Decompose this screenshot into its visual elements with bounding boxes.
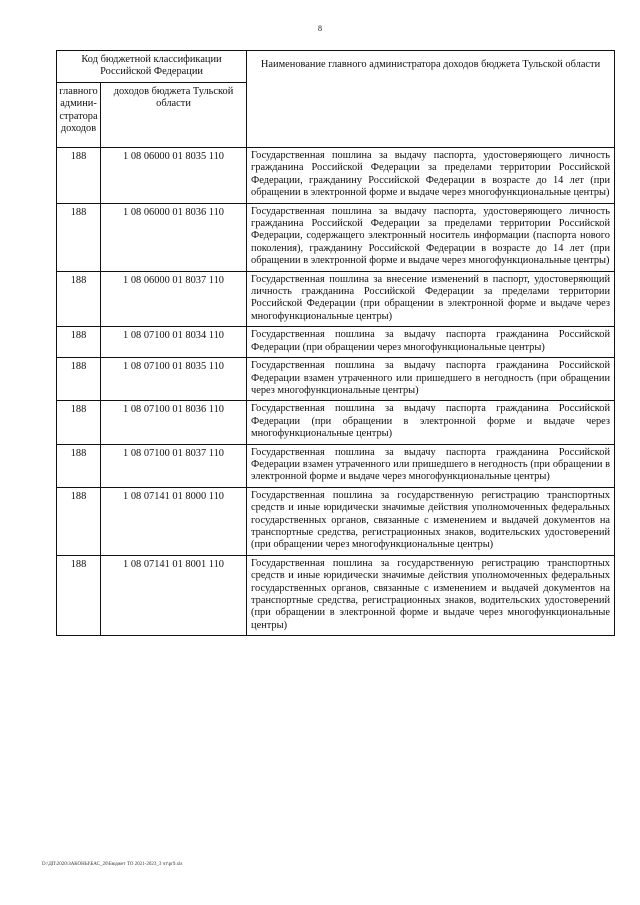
budget-code-cell: 1 08 07141 01 8001 110 [101,555,247,635]
table-row [57,401,615,444]
page-number: 8 [318,24,322,33]
description-cell: Государственная пошлина за государственную регистрацию транспортных средств и иные юридически значимые действия уполномоченных федеральных государственных органов, связанные с изменением и выдачей документов на транспортные средства, регистрационных знаков, водительских удостоверений (при обращении через многофункциональные центры) [247,487,615,555]
header-admin-name: Наименование главного администратора доходов бюджета Тульской области [247,51,615,148]
header-col-admin: главного админи-стратора доходов [57,83,101,148]
description-cell: Государственная пошлина за государственную регистрацию транспортных средств и иные юридически значимые действия уполномоченных федеральных государственных органов, связанные с изменением и выдачей документов на транспортные средства, регистрационных знаков, водительских удостоверений (при обращении в электронной форме и выдаче через многофункциональные центры) [247,555,615,635]
admin-code-cell: 188 [57,358,101,401]
table-row [57,358,615,401]
budget-code-cell: 1 08 07100 01 8036 110 [101,401,247,444]
header-col-revenue: доходов бюджета Тульской области [101,83,247,148]
budget-code-cell: 1 08 07100 01 8037 110 [101,444,247,487]
table-row [57,148,615,204]
table-row [57,555,615,635]
admin-code-cell: 188 [57,401,101,444]
header-kbk-group: Код бюджетной классификации Российской Федерации [57,51,247,83]
description-cell: Государственная пошлина за внесение изменений в паспорт, удостоверяющий личность гражданина Российской Федерации за пределами территории Российской Федерации (при обращении в электронной форме и выдаче через многофункциональные центры) [247,271,615,327]
admin-code-cell: 188 [57,271,101,327]
budget-code-cell: 1 08 07100 01 8035 110 [101,358,247,401]
budget-code-cell: 1 08 06000 01 8036 110 [101,203,247,271]
table-row [57,444,615,487]
description-cell: Государственная пошлина за выдачу паспорта гражданина Российской Федерации взамен утраченного или пришедшего в негодность (при обращении в электронной форме и выдаче через многофункциональные центры) [247,444,615,487]
table-row [57,487,615,555]
admin-code-cell: 188 [57,148,101,204]
description-cell: Государственная пошлина за выдачу паспорта гражданина Российской Федерации взамен утраченного или пришедшего в негодность (при обращении через многофункциональные центры) [247,358,615,401]
admin-code-cell: 188 [57,444,101,487]
admin-code-cell: 188 [57,487,101,555]
budget-code-cell: 1 08 07100 01 8034 110 [101,327,247,358]
footer-file-path: D:\ДП\2020\ЗАКОНЫ\БАС_20\Бюджет ТО 2021-2023_3 чт\pr9.xls [42,862,183,867]
admin-code-cell: 188 [57,555,101,635]
table-row [57,327,615,358]
description-cell: Государственная пошлина за выдачу паспорта гражданина Российской Федерации (при обращении через многофункциональные центры) [247,327,615,358]
description-cell: Государственная пошлина за выдачу паспорта, удостоверяющего личность гражданина Российской Федерации за пределами территории Российской Федерации, гражданину Российской Федерации в возрасте до 14 лет (при обращении в электронной форме и выдаче через многофункциональные центры) [247,148,615,204]
budget-code-cell: 1 08 07141 01 8000 110 [101,487,247,555]
description-cell: Государственная пошлина за выдачу паспорта гражданина Российской Федерации (при обращении в электронной форме и выдаче через многофункциональные центры) [247,401,615,444]
admin-code-cell: 188 [57,327,101,358]
revenue-administrators-table [56,50,615,636]
description-cell: Государственная пошлина за выдачу паспорта, удостоверяющего личность гражданина Российской Федерации за пределами территории Российской Федерации, содержащего электронный носитель информации (паспорта нового поколения), гражданину Российской Федерации в возрасте до 14 лет (при обращении в электронной форме и выдаче через многофункциональные центры) [247,203,615,271]
budget-code-cell: 1 08 06000 01 8035 110 [101,148,247,204]
budget-code-cell: 1 08 06000 01 8037 110 [101,271,247,327]
admin-code-cell: 188 [57,203,101,271]
table-body [57,148,615,636]
table-row [57,203,615,271]
table-row [57,271,615,327]
